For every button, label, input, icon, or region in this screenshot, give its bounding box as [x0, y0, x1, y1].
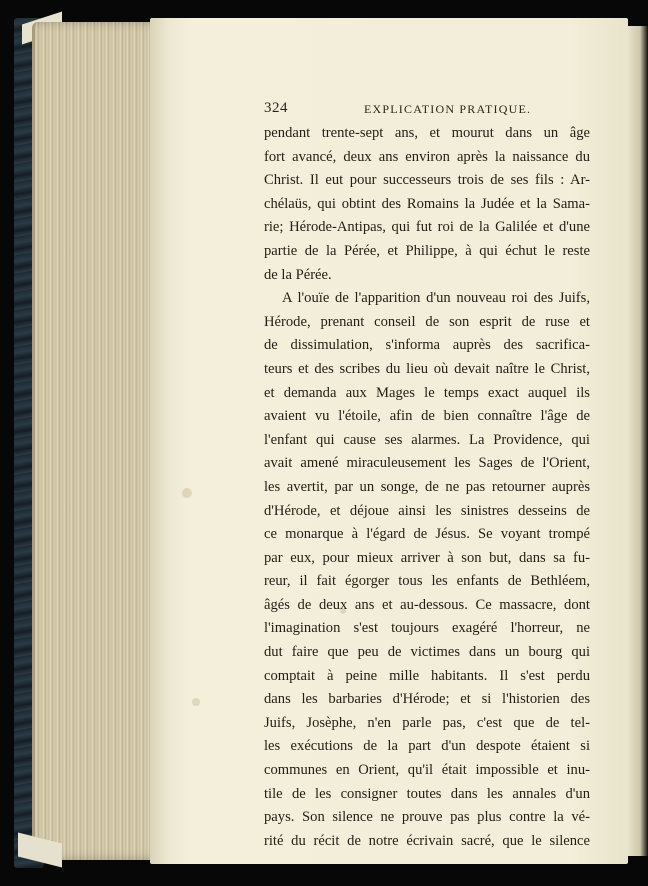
- text-line: ce monarque à l'égard de Jésus. Se voyant trompé: [264, 526, 590, 543]
- text-line: les exécutions de la part d'un despote étaient si: [264, 738, 590, 755]
- text-line: par eux, pour mieux arriver à son but, dans sa fu-: [264, 549, 590, 566]
- text-line: dans les barbaries d'Hérode; et si l'historien des: [264, 691, 590, 708]
- text-line: Hérode, prenant conseil de son esprit de ruse et: [264, 313, 590, 330]
- text-line: pendant trente-sept ans, et mourut dans un âge: [264, 125, 590, 141]
- text-line: tile de les consigner toutes dans les annales d'un: [264, 785, 590, 802]
- running-head: [264, 100, 584, 120]
- text-line: âgés de deux ans et au-dessous. Ce massacre, dont: [264, 596, 590, 613]
- text-line: A l'ouïe de l'apparition d'un nouveau roi des Juifs,: [282, 290, 590, 307]
- foxing-spot: [182, 488, 192, 498]
- text-line: comptait à peine mille habitants. Il s'est perdu: [264, 667, 590, 684]
- text-line: l'imagination s'est toujours exagéré l'horreur, ne: [264, 620, 590, 637]
- text-line: rie; Hérode-Antipas, qui fut roi de la Galilée et d'une: [264, 219, 590, 236]
- text-line: avaient vu l'étoile, afin de bien connaître l'âge de: [264, 408, 590, 425]
- text-line: de dissimulation, s'informa auprès des sacrifica-: [264, 337, 590, 354]
- text-line: l'enfant qui cause ses alarmes. La Providence, qui: [264, 431, 590, 448]
- page-edges: [32, 22, 163, 860]
- text-line: reur, il fait égorger tous les enfants de Bethléem,: [264, 573, 590, 590]
- text-line: Juifs, Josèphe, n'en parle pas, c'est que de tel-: [264, 714, 590, 731]
- text-line: Christ. Il eut pour successeurs trois de ses fils : Ar-: [264, 172, 590, 189]
- text-line: chélaüs, qui obtint des Romains la Judée et la Sama-: [264, 195, 590, 212]
- page-number: 324: [264, 100, 288, 116]
- running-head-title: EXPLICATION PRATIQUE.: [364, 102, 532, 116]
- text-line: teurs et des scribes du lieu où devait naître le Christ,: [264, 360, 590, 377]
- text-line: communes en Orient, qu'il était impossible et inu-: [264, 762, 590, 779]
- text-line: les avertit, par un songe, de ne pas retourner auprès: [264, 478, 590, 495]
- text-line: rité du récit de notre écrivain sacré, que le silence: [264, 832, 590, 849]
- text-line: d'Hérode, et déjoue ainsi les sinistres desseins de: [264, 502, 590, 519]
- text-line: de la Pérée.: [264, 266, 332, 283]
- facing-page-edge: [628, 26, 648, 856]
- text-line: dut faire que peu de victimes dans un bourg qui: [264, 644, 590, 661]
- text-line: et demanda aux Mages le temps exact auquel ils: [264, 384, 590, 401]
- body-text: [264, 122, 590, 853]
- text-line: avait amené miraculeusement les Sages de l'Orient,: [264, 455, 590, 472]
- text-line: pays. Son silence ne prouve pas plus contre la vé-: [264, 809, 590, 826]
- text-line: fort avancé, deux ans environ après la naissance du: [264, 148, 590, 165]
- text-line: partie de la Pérée, et Philippe, à qui échut le reste: [264, 242, 590, 259]
- foxing-spot: [192, 698, 200, 706]
